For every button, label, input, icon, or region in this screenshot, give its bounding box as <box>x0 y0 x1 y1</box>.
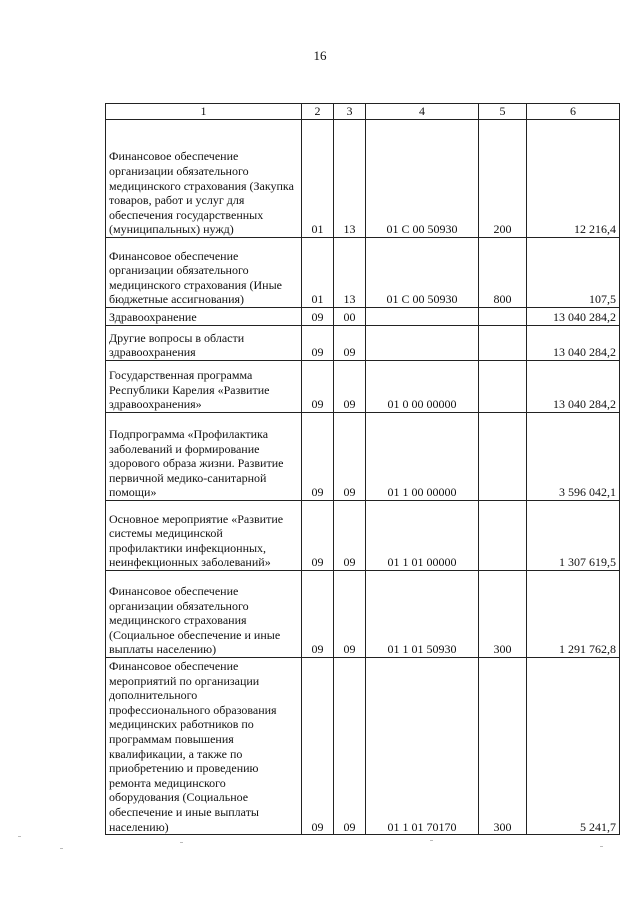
target-article-code: 01 1 00 00000 <box>366 413 479 501</box>
column-header-4: 4 <box>366 104 479 120</box>
column-header-5: 5 <box>479 104 527 120</box>
expense-type-code: 300 <box>479 658 527 835</box>
scan-artifact <box>18 836 21 837</box>
table-row <box>106 120 620 238</box>
amount: 107,5 <box>527 238 620 308</box>
subsection-code: 09 <box>334 658 366 835</box>
subsection-code: 09 <box>334 361 366 413</box>
expense-type-code: 200 <box>479 120 527 238</box>
subsection-code: 09 <box>334 413 366 501</box>
section-code: 09 <box>302 501 334 571</box>
header-row <box>106 104 620 120</box>
section-code: 01 <box>302 120 334 238</box>
scan-artifact <box>180 842 183 843</box>
amount: 13 040 284,2 <box>527 326 620 361</box>
expense-type-code: 300 <box>479 571 527 658</box>
row-name: Финансовое обеспечение мероприятий по организации дополнительного профессионального образования медицинских работников по программам повышения квалификации, а также по приобретению и проведению ремонта медицинского оборудования (Социальное обеспечение и иные выплаты населению) <box>106 658 302 835</box>
subsection-code: 09 <box>334 501 366 571</box>
row-name: Финансовое обеспечение организации обязательного медицинского страхования (Социальное обеспечение и иные выплаты населению) <box>106 571 302 658</box>
table-row <box>106 238 620 308</box>
subsection-code: 00 <box>334 308 366 326</box>
scan-artifact <box>430 840 433 841</box>
subsection-code: 09 <box>334 326 366 361</box>
table-row <box>106 571 620 658</box>
table-row <box>106 361 620 413</box>
row-name: Финансовое обеспечение организации обязательного медицинского страхования (Иные бюджетные ассигнования) <box>106 238 302 308</box>
column-header-1: 1 <box>106 104 302 120</box>
amount: 12 216,4 <box>527 120 620 238</box>
row-name: Финансовое обеспечение организации обязательного медицинского страхования (Закупка товаров, работ и услуг для обеспечения государственных (муниципальных) нужд) <box>106 120 302 238</box>
target-article-code: 01 1 01 70170 <box>366 658 479 835</box>
amount: 1 291 762,8 <box>527 571 620 658</box>
subsection-code: 09 <box>334 571 366 658</box>
subsection-code: 13 <box>334 120 366 238</box>
section-code: 09 <box>302 658 334 835</box>
target-article-code: 01 1 01 50930 <box>366 571 479 658</box>
section-code: 09 <box>302 361 334 413</box>
target-article-code <box>366 326 479 361</box>
section-code: 01 <box>302 238 334 308</box>
column-header-2: 2 <box>302 104 334 120</box>
section-code: 09 <box>302 413 334 501</box>
amount: 3 596 042,1 <box>527 413 620 501</box>
target-article-code: 01 С 00 50930 <box>366 120 479 238</box>
amount: 13 040 284,2 <box>527 361 620 413</box>
section-code: 09 <box>302 571 334 658</box>
row-name: Основное мероприятие «Развитие системы медицинской профилактики инфекционных, неинфекционных заболеваний» <box>106 501 302 571</box>
expense-type-code <box>479 308 527 326</box>
target-article-code: 01 С 00 50930 <box>366 238 479 308</box>
column-header-3: 3 <box>334 104 366 120</box>
row-name: Государственная программа Республики Карелия «Развитие здравоохранения» <box>106 361 302 413</box>
table-row <box>106 658 620 835</box>
target-article-code: 01 1 01 00000 <box>366 501 479 571</box>
table-row <box>106 308 620 326</box>
amount: 13 040 284,2 <box>527 308 620 326</box>
target-article-code: 01 0 00 00000 <box>366 361 479 413</box>
column-header-6: 6 <box>527 104 620 120</box>
expense-type-code <box>479 413 527 501</box>
expense-type-code <box>479 361 527 413</box>
table-row <box>106 501 620 571</box>
row-name: Здравоохранение <box>106 308 302 326</box>
section-code: 09 <box>302 308 334 326</box>
expense-type-code <box>479 501 527 571</box>
row-name: Другие вопросы в области здравоохранения <box>106 326 302 361</box>
section-code: 09 <box>302 326 334 361</box>
expense-type-code: 800 <box>479 238 527 308</box>
budget-table <box>105 103 620 835</box>
amount: 5 241,7 <box>527 658 620 835</box>
subsection-code: 13 <box>334 238 366 308</box>
target-article-code <box>366 308 479 326</box>
row-name: Подпрограмма «Профилактика заболеваний и формирование здорового образа жизни. Развитие первичной медико-санитарной помощи» <box>106 413 302 501</box>
scan-artifact <box>600 846 603 847</box>
table-row <box>106 413 620 501</box>
page-number: 16 <box>313 48 327 63</box>
amount: 1 307 619,5 <box>527 501 620 571</box>
table-row <box>106 326 620 361</box>
expense-type-code <box>479 326 527 361</box>
scan-artifact <box>60 848 63 849</box>
